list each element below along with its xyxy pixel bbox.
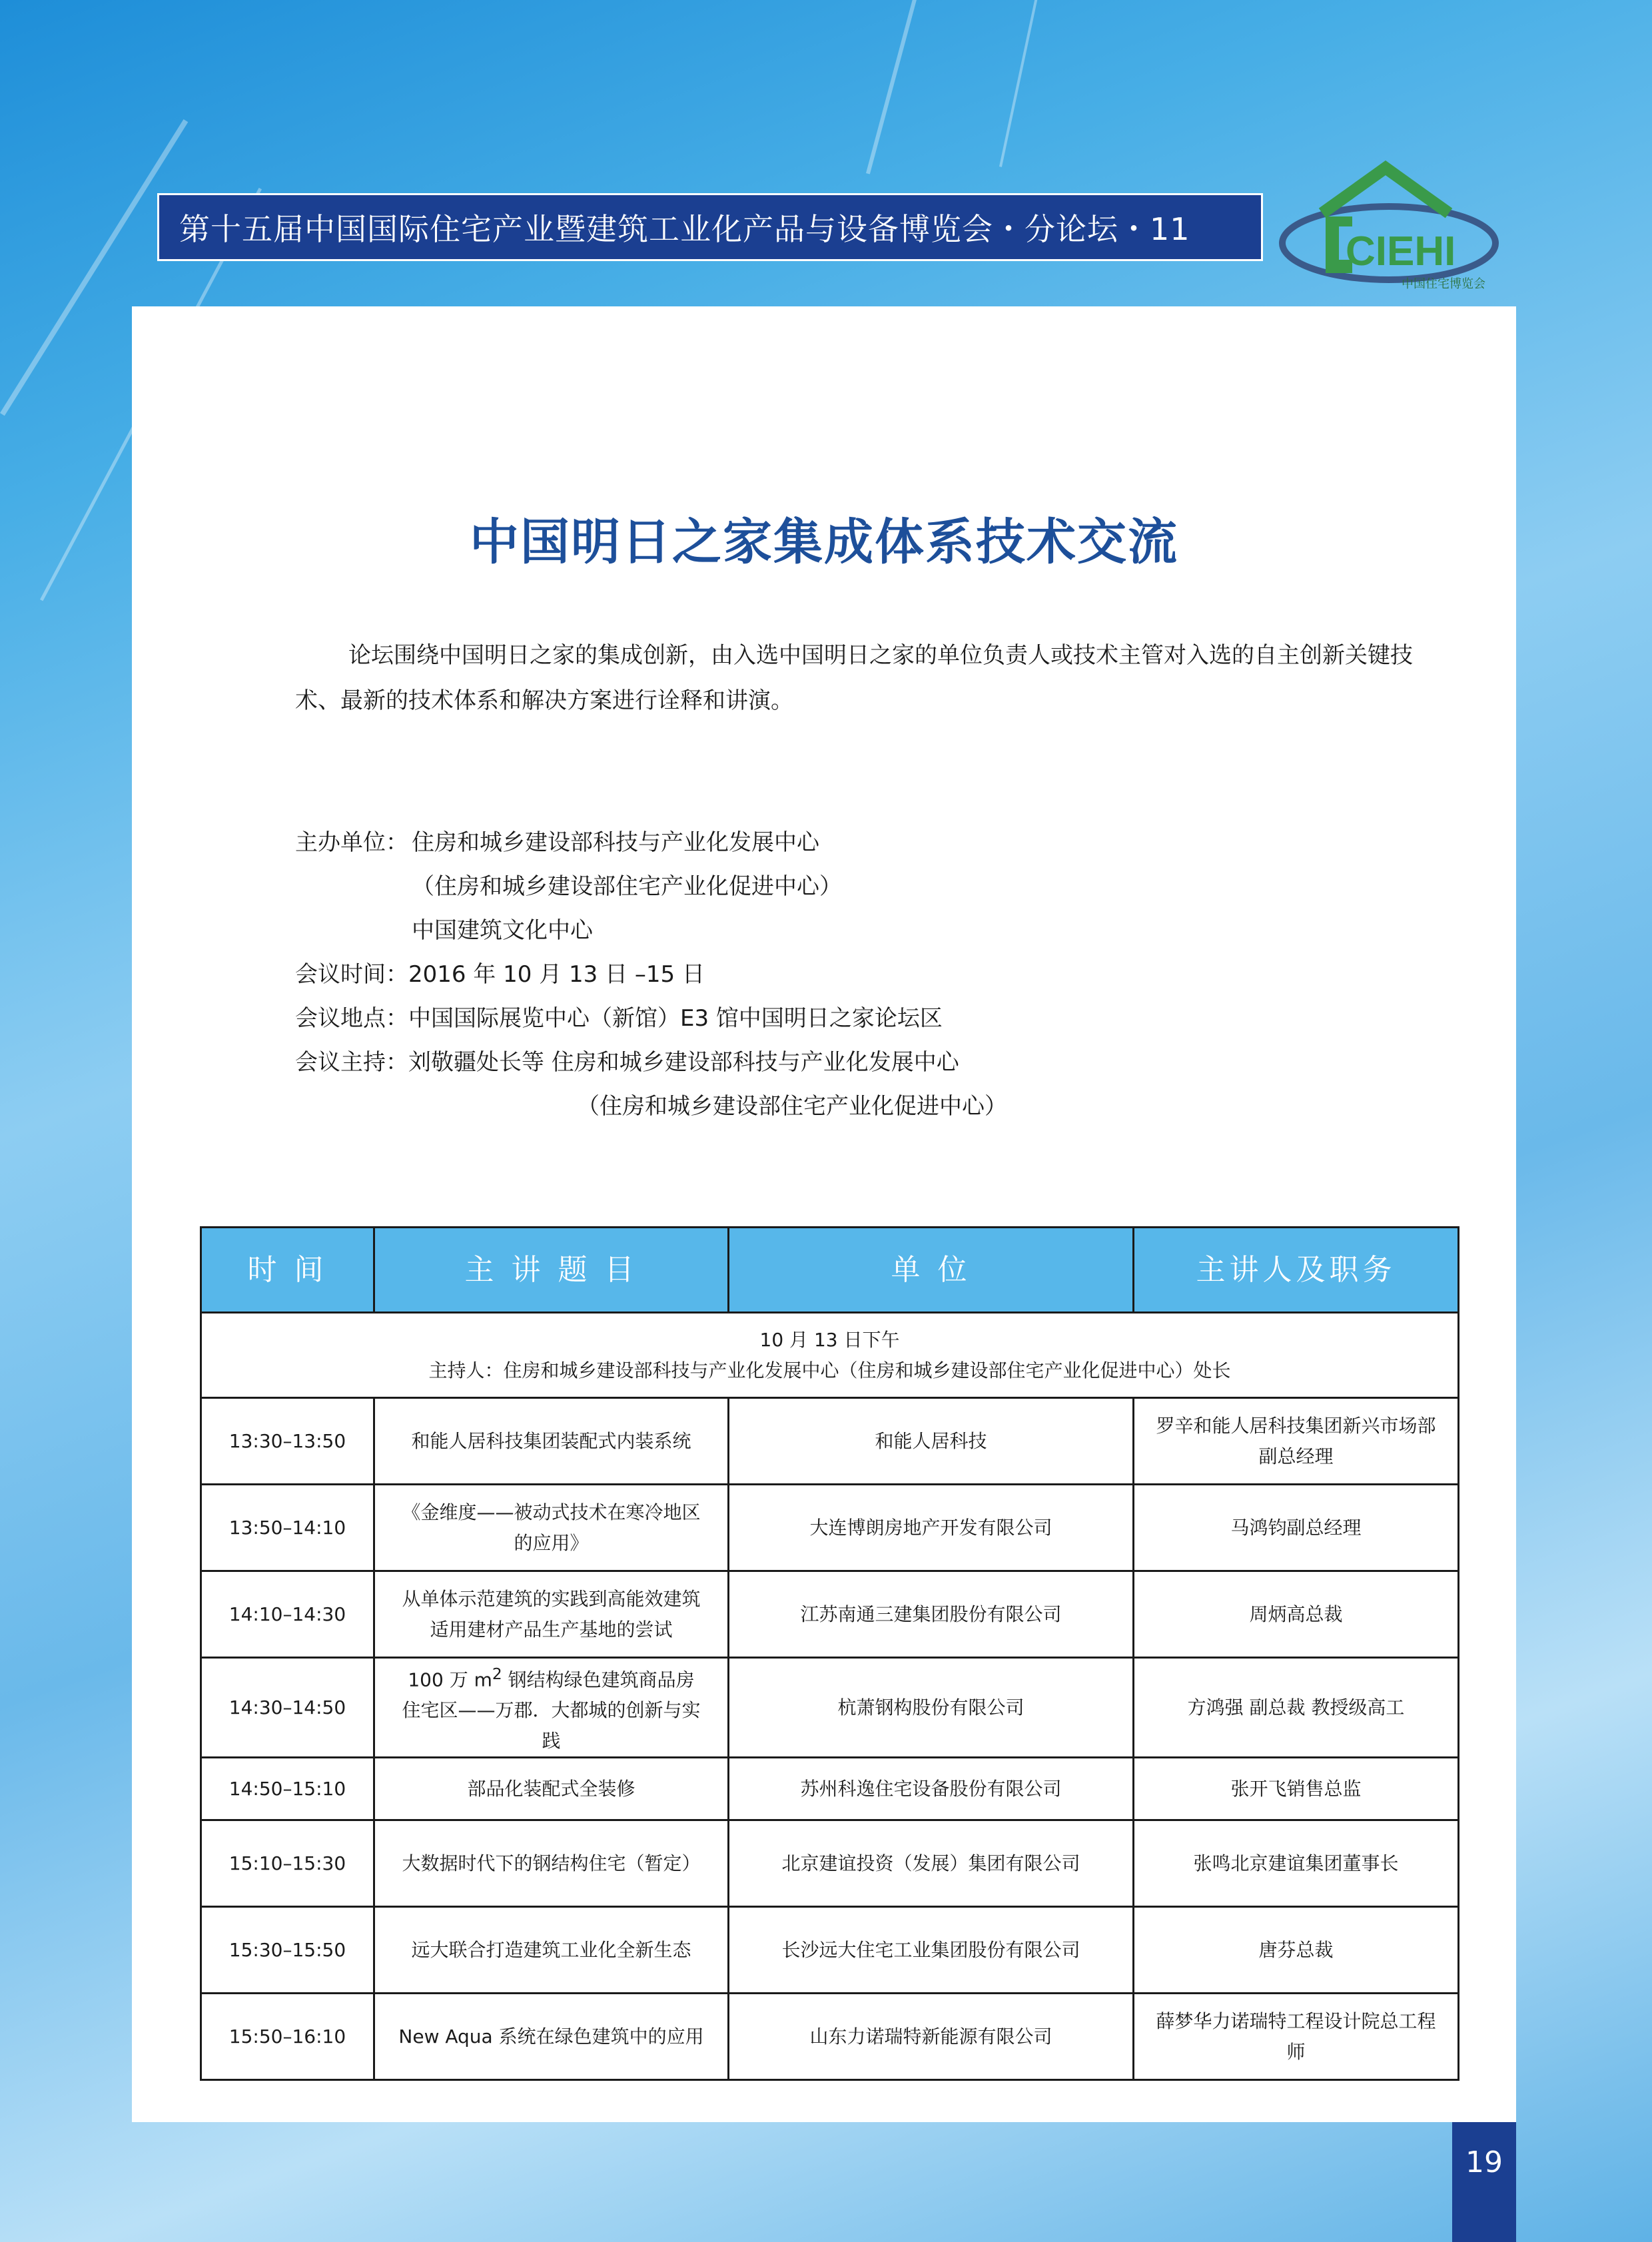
table-row [201,1398,1459,1485]
cell-unit: 大连博朗房地产开发有限公司 [729,1485,1134,1571]
cell-time: 15:10–15:30 [201,1820,374,1907]
cell-topic [374,1658,729,1758]
cell-speaker: 张鸣北京建谊集团董事长 [1134,1820,1459,1907]
time-label: 会议时间： [295,961,408,988]
host-row-2: （住房和城乡建设部住宅产业化促进中心） [412,873,842,900]
cell-unit: 江苏南通三建集团股份有限公司 [729,1571,1134,1658]
cell-speaker: 周炳高总裁 [1134,1571,1459,1658]
cell-time: 14:10–14:30 [201,1571,374,1658]
session-row [201,1313,1459,1398]
table-row [201,1820,1459,1907]
cell-speaker: 薛梦华力诺瑞特工程设计院总工程师 [1134,1994,1459,2080]
header-unit: 单 位 [729,1228,1134,1313]
topic-part: 100 万 m [408,1669,492,1691]
cell-speaker: 唐芬总裁 [1134,1907,1459,1994]
cell-time: 14:50–15:10 [201,1758,374,1820]
cell-speaker: 马鸿钧副总经理 [1134,1485,1459,1571]
page-title: 中国明日之家集成体系技术交流 [470,514,1178,571]
cell-unit: 山东力诺瑞特新能源有限公司 [729,1994,1134,2080]
intro-paragraph: 论坛围绕中国明日之家的集成创新，由入选中国明日之家的单位负责人或技术主管对入选的自主创新关键技术、最新的技术体系和解决方案进行诠释和讲演。 [295,642,1413,714]
header-time: 时 间 [201,1228,374,1313]
page-number-tab [1452,2122,1516,2242]
header-speaker: 主讲人及职务 [1134,1228,1459,1313]
cell-speaker: 罗辛和能人居科技集团新兴市场部副总经理 [1134,1398,1459,1485]
background-streak [866,0,921,175]
venue-value: 中国国际展览中心（新馆）E3 馆中国明日之家论坛区 [408,1005,943,1032]
cell-time: 13:50–14:10 [201,1485,374,1571]
table-header-row [201,1228,1459,1313]
session-host: 主持人：住房和城乡建设部科技与产业化发展中心（住房和城乡建设部住宅产业化促进中心）处长 [428,1359,1231,1381]
cell-topic: 和能人居科技集团装配式内装系统 [374,1398,729,1485]
logo-subtext: 中国住宅博览会 [1402,277,1485,291]
forum-info [295,821,1007,1128]
cell-time: 13:30–13:50 [201,1398,374,1485]
host-value: 住房和城乡建设部科技与产业化发展中心 [412,829,819,856]
cell-unit: 北京建谊投资（发展）集团有限公司 [729,1820,1134,1907]
chair-label: 会议主持： [295,1049,408,1076]
time-value: 2016 年 10 月 13 日 –15 日 [408,961,705,988]
table-row [201,1758,1459,1820]
time-row [295,952,1007,996]
topic-part: 钢结构绿色建筑商品房住宅区——万郡．大都城的创新与实践 [402,1669,701,1752]
header-title: 第十五届中国国际住宅产业暨建筑工业化产品与设备博览会・分论坛・11 [179,211,1190,247]
chair-row [295,1040,1007,1084]
cell-topic: 部品化装配式全装修 [374,1758,729,1820]
logo-text: CIEHI [1346,228,1456,274]
background-streak [999,0,1038,167]
content-panel [132,306,1516,2122]
venue-row [295,996,1007,1040]
table-row [201,1485,1459,1571]
cell-topic: 从单体示范建筑的实践到高能效建筑适用建材产品生产基地的尝试 [374,1571,729,1658]
cell-topic: New Aqua 系统在绿色建筑中的应用 [374,1994,729,2080]
header-topic: 主 讲 题 目 [374,1228,729,1313]
host-label: 主办单位： [295,829,408,856]
table-row [201,1571,1459,1658]
table-row [201,1907,1459,1994]
cell-time: 14:30–14:50 [201,1658,374,1758]
cell-time: 15:50–16:10 [201,1994,374,2080]
cell-unit: 长沙远大住宅工业集团股份有限公司 [729,1907,1134,1994]
cell-topic: 《金维度——被动式技术在寒冷地区的应用》 [374,1485,729,1571]
cell-unit: 杭萧钢构股份有限公司 [729,1658,1134,1758]
table-row [201,1994,1459,2080]
table-row [201,1658,1459,1758]
chair-row-2: （住房和城乡建设部住宅产业化促进中心） [577,1093,1007,1120]
session-date: 10 月 13 日下午 [759,1328,900,1351]
cell-topic: 远大联合打造建筑工业化全新生态 [374,1907,729,1994]
page-number: 19 [1465,2145,1503,2179]
header-bar [157,193,1263,261]
venue-label: 会议地点： [295,1005,408,1032]
topic-superscript: 2 [492,1665,502,1683]
cell-unit: 苏州科逸住宅设备股份有限公司 [729,1758,1134,1820]
agenda-table [200,1226,1459,2081]
cell-topic: 大数据时代下的钢结构住宅（暂定） [374,1820,729,1907]
host-row [295,821,1007,865]
cell-speaker: 张开飞销售总监 [1134,1758,1459,1820]
session-cell [201,1313,1459,1398]
cell-time: 15:30–15:50 [201,1907,374,1994]
cell-unit: 和能人居科技 [729,1398,1134,1485]
cell-speaker: 方鸿强 副总裁 教授级高工 [1134,1658,1459,1758]
chair-value: 刘敬疆处长等 住房和城乡建设部科技与产业化发展中心 [408,1049,959,1076]
host-row-3: 中国建筑文化中心 [412,917,593,944]
